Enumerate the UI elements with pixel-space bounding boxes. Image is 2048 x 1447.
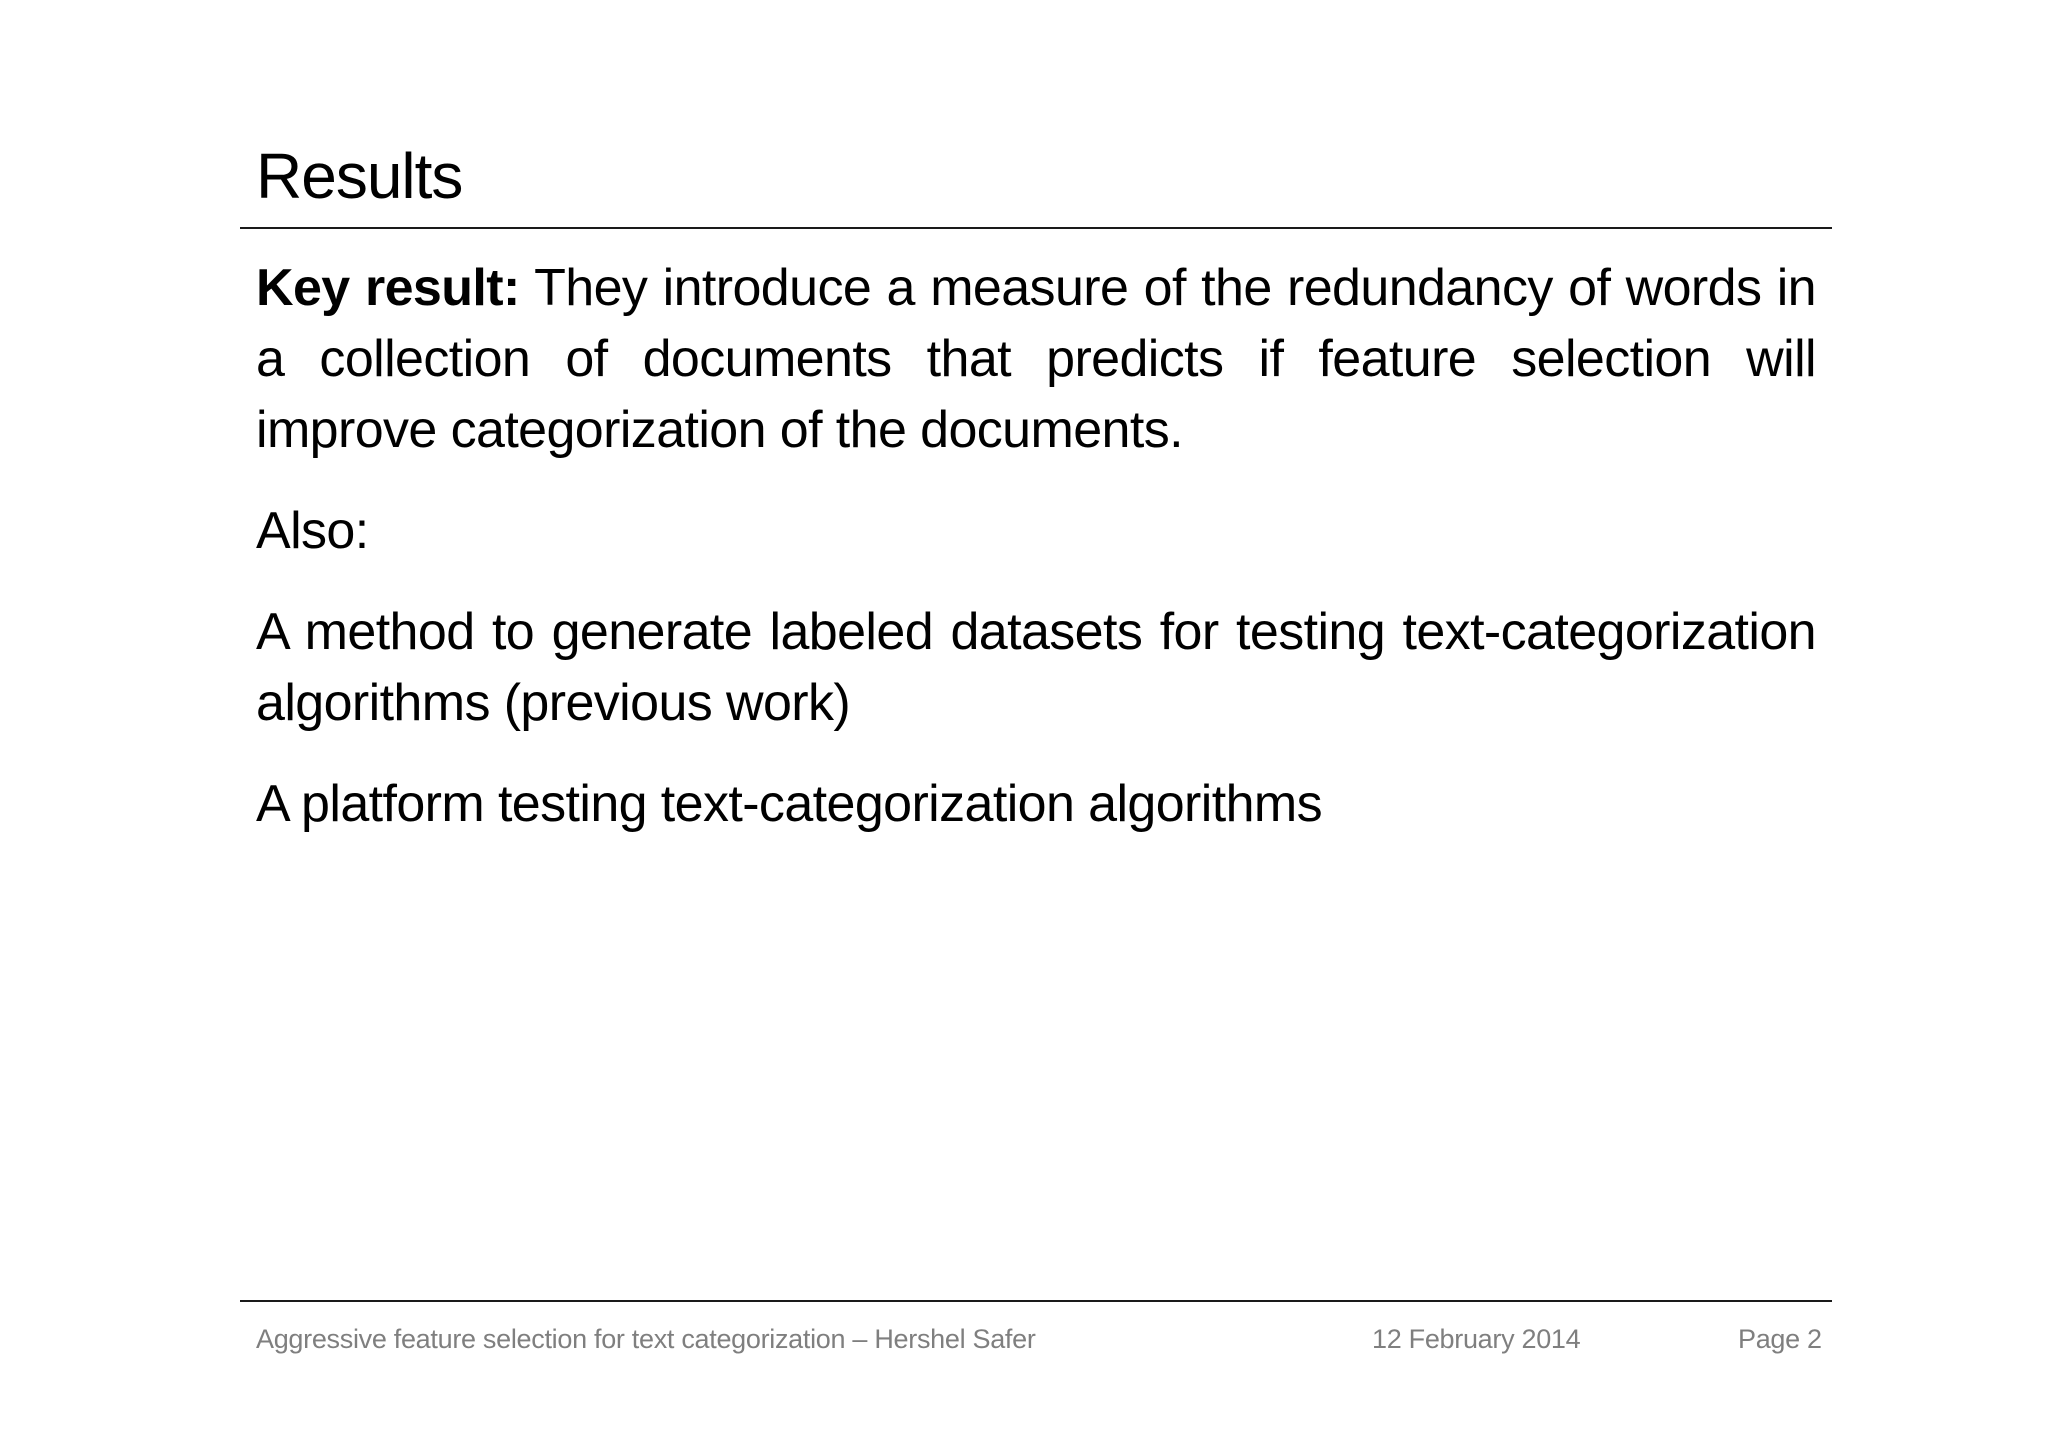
- footer-divider: [240, 1300, 1832, 1302]
- key-result-label: Key result:: [256, 259, 520, 317]
- key-result-text: They introduce a measure of the redundancy of words in a collection of documents that predicts if feature selection will improve categorization of the documents.: [256, 259, 1816, 459]
- also-label: Also:: [256, 502, 369, 560]
- slide-title: Results: [256, 140, 463, 212]
- title-divider: [240, 227, 1832, 229]
- key-result-paragraph: [256, 253, 1816, 466]
- list-item: A method to generate labeled datasets for testing text-categorization algorithms (previous work): [256, 603, 1816, 732]
- footer-page-number: Page 2: [1738, 1324, 1822, 1354]
- slide-body: [256, 253, 1816, 870]
- footer-date: 12 February 2014: [1372, 1324, 1581, 1354]
- list-item: A platform testing text-categorization algorithms: [256, 775, 1323, 833]
- footer-presentation-title: Aggressive feature selection for text categorization – Hershel Safer: [256, 1324, 1036, 1354]
